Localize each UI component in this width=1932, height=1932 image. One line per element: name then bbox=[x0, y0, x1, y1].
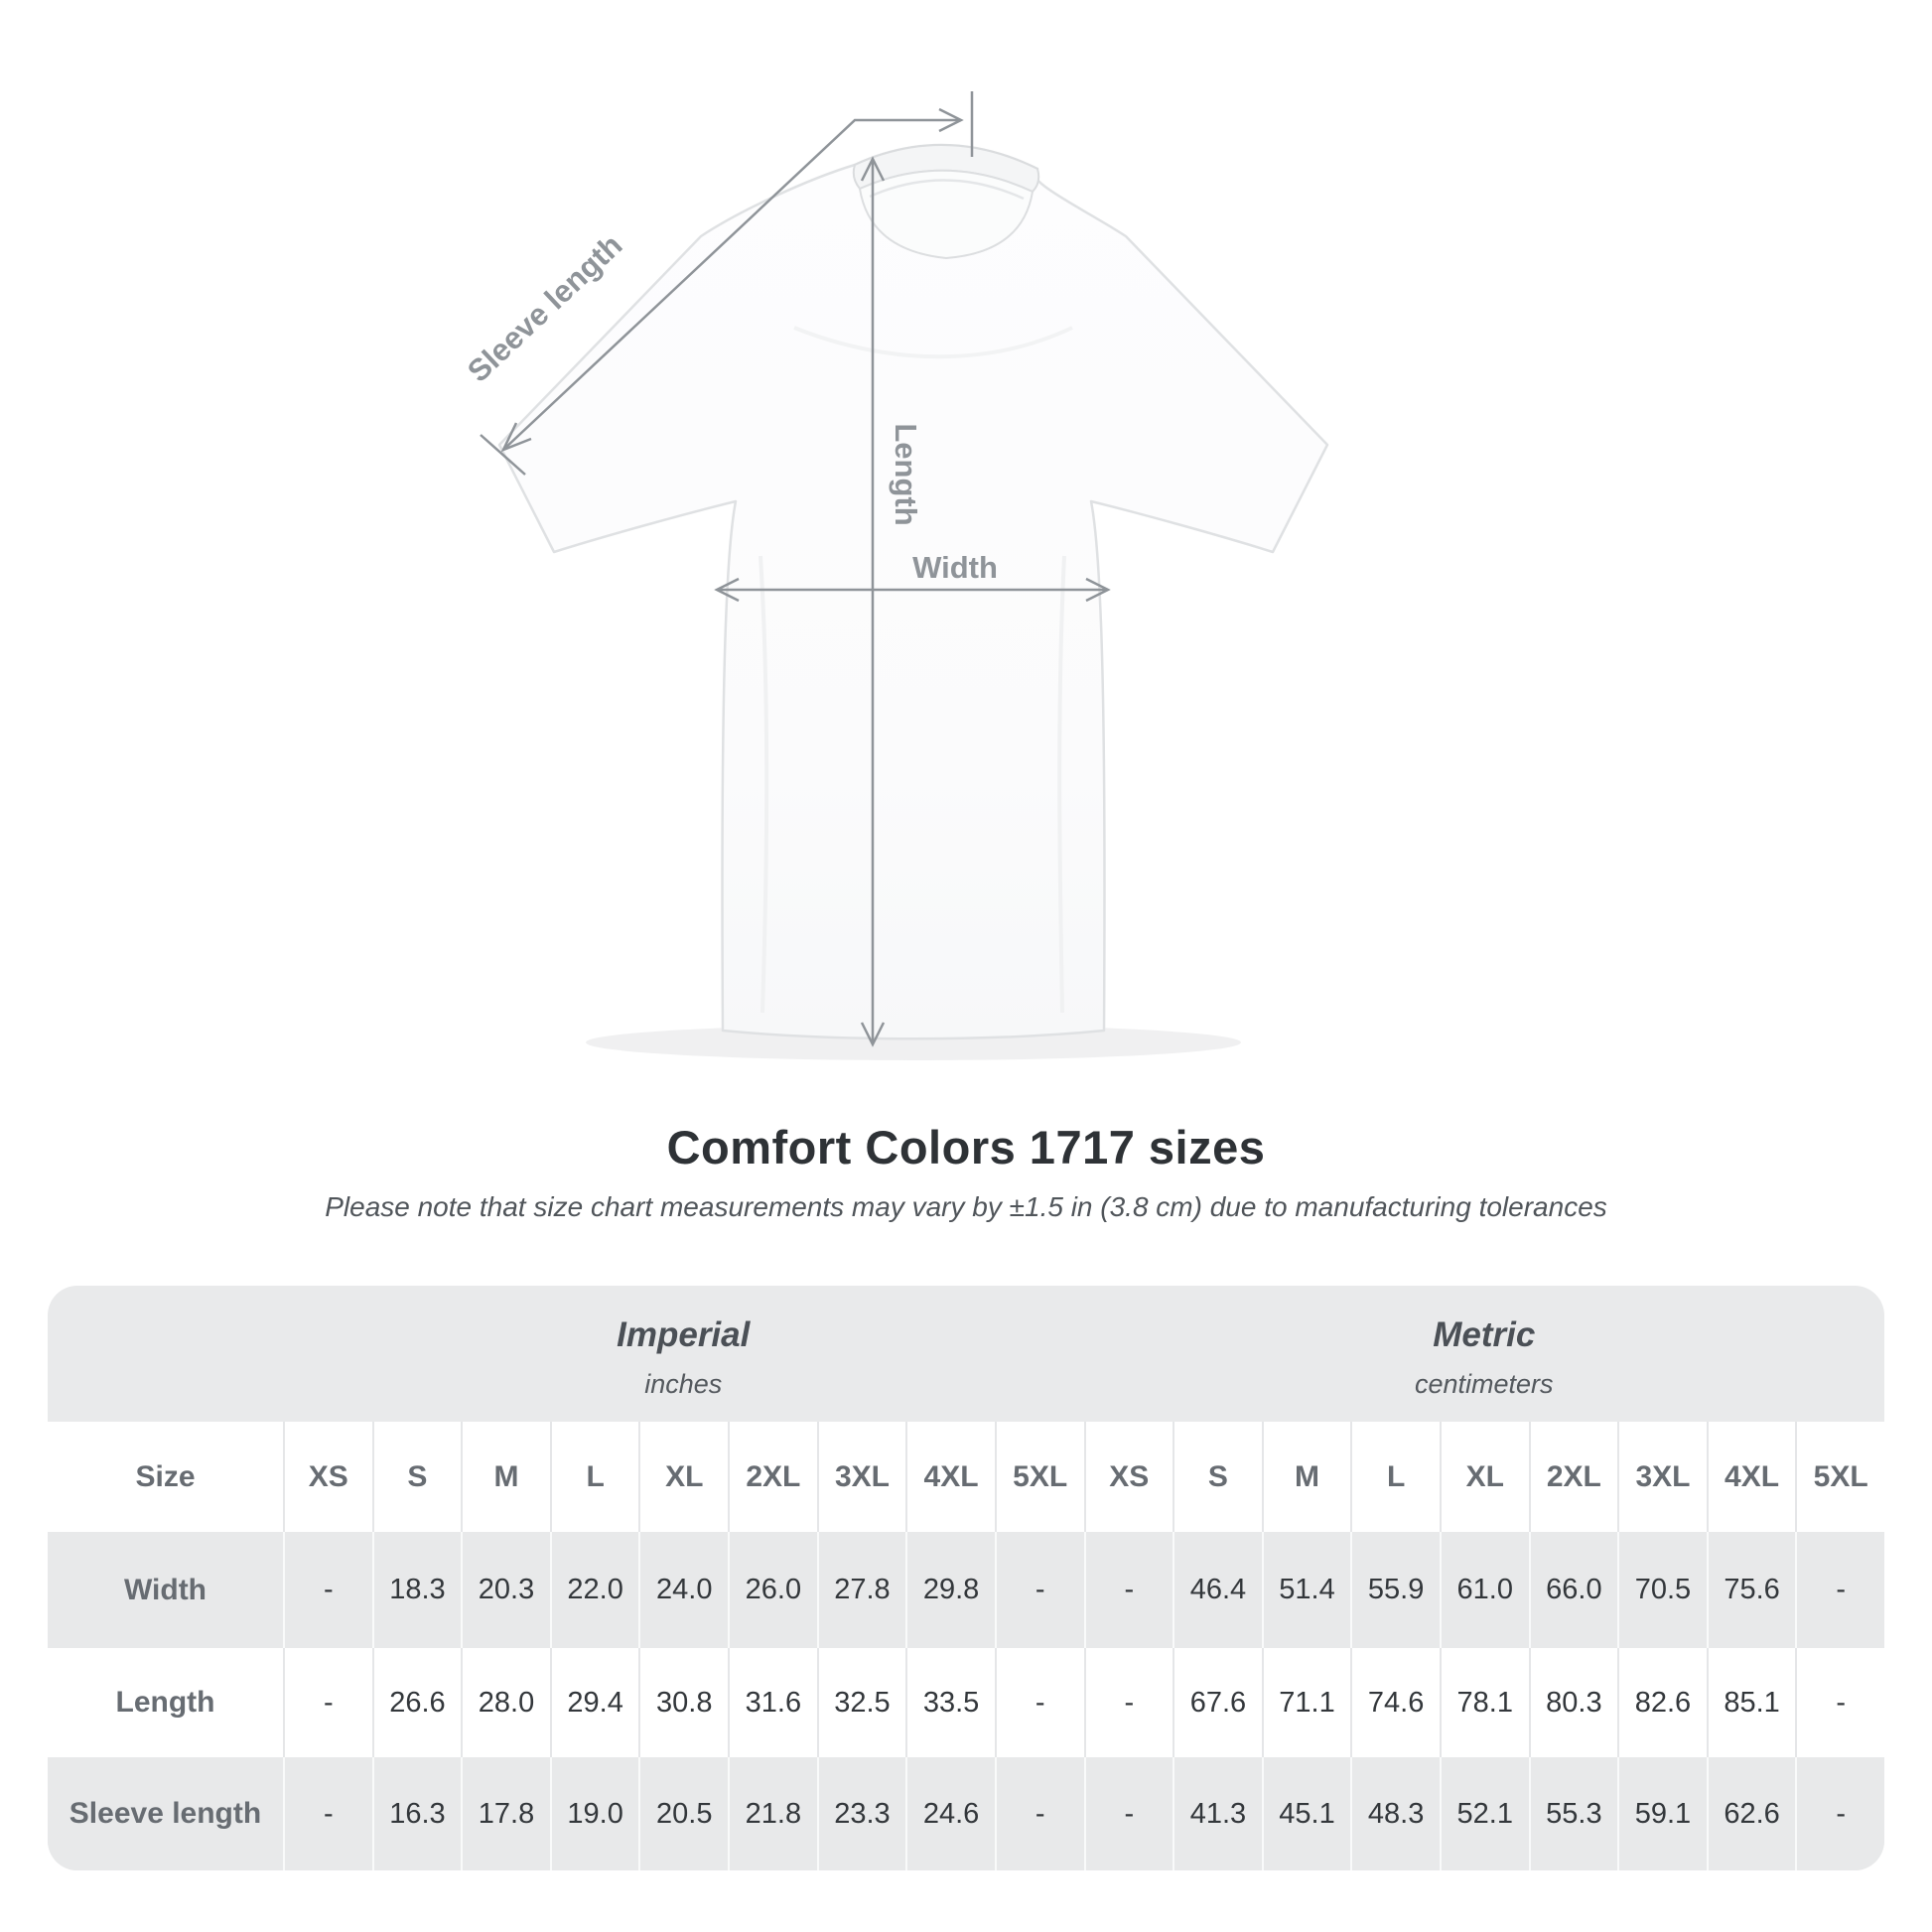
value-imperial: - bbox=[283, 1757, 372, 1870]
value-metric: 74.6 bbox=[1350, 1648, 1440, 1757]
value-imperial: 22.0 bbox=[550, 1532, 639, 1648]
unit-group-label: Metric bbox=[1433, 1315, 1536, 1354]
value-metric: 70.5 bbox=[1617, 1532, 1707, 1648]
value-imperial: - bbox=[283, 1648, 372, 1757]
size-header-imperial-5xl: 5XL bbox=[995, 1422, 1084, 1532]
value-metric: 61.0 bbox=[1440, 1532, 1529, 1648]
unit-group-header-imperial bbox=[283, 1286, 1084, 1422]
size-header-metric-5xl: 5XL bbox=[1795, 1422, 1884, 1532]
page-title: Comfort Colors 1717 sizes bbox=[666, 1121, 1266, 1173]
size-header-metric-xl: XL bbox=[1440, 1422, 1529, 1532]
value-metric: 55.3 bbox=[1529, 1757, 1618, 1870]
value-metric: 66.0 bbox=[1529, 1532, 1618, 1648]
value-metric: 85.1 bbox=[1707, 1648, 1796, 1757]
unit-group-label: Imperial bbox=[617, 1315, 751, 1354]
size-table-panel bbox=[48, 1286, 1884, 1870]
size-header-imperial-2xl: 2XL bbox=[728, 1422, 817, 1532]
value-metric: 45.1 bbox=[1262, 1757, 1351, 1870]
value-metric: 62.6 bbox=[1707, 1757, 1796, 1870]
size-header-imperial-l: L bbox=[550, 1422, 639, 1532]
value-imperial: 26.6 bbox=[372, 1648, 462, 1757]
value-metric: 55.9 bbox=[1350, 1532, 1440, 1648]
value-imperial: 17.8 bbox=[461, 1757, 550, 1870]
value-imperial: 18.3 bbox=[372, 1532, 462, 1648]
table-row bbox=[48, 1422, 1884, 1532]
value-imperial: 24.0 bbox=[638, 1532, 728, 1648]
value-metric: 82.6 bbox=[1617, 1648, 1707, 1757]
unit-group-sublabel: centimeters bbox=[1414, 1369, 1554, 1399]
value-metric: 78.1 bbox=[1440, 1648, 1529, 1757]
value-imperial: 27.8 bbox=[817, 1532, 906, 1648]
value-imperial: 33.5 bbox=[905, 1648, 995, 1757]
value-imperial: 30.8 bbox=[638, 1648, 728, 1757]
size-header-metric-3xl: 3XL bbox=[1617, 1422, 1707, 1532]
value-metric: 46.4 bbox=[1173, 1532, 1262, 1648]
value-imperial: 29.4 bbox=[550, 1648, 639, 1757]
size-header-metric-xs: XS bbox=[1084, 1422, 1173, 1532]
sleeve-length-label: Sleeve length bbox=[461, 227, 629, 389]
size-header-metric-2xl: 2XL bbox=[1529, 1422, 1618, 1532]
size-header-metric-l: L bbox=[1350, 1422, 1440, 1532]
value-imperial: 29.8 bbox=[905, 1532, 995, 1648]
table-row bbox=[48, 1286, 1884, 1422]
value-imperial: 24.6 bbox=[905, 1757, 995, 1870]
value-metric: 41.3 bbox=[1173, 1757, 1262, 1870]
value-metric: 75.6 bbox=[1707, 1532, 1796, 1648]
group-header-spacer bbox=[48, 1286, 283, 1422]
value-imperial: 26.0 bbox=[728, 1532, 817, 1648]
measurement-row-label: Sleeve length bbox=[69, 1797, 262, 1830]
value-metric: - bbox=[1795, 1648, 1884, 1757]
value-metric: - bbox=[1795, 1757, 1884, 1870]
unit-group-sublabel: inches bbox=[644, 1369, 723, 1399]
size-header-metric-4xl: 4XL bbox=[1707, 1422, 1796, 1532]
value-imperial: - bbox=[995, 1757, 1084, 1870]
size-header-imperial-xl: XL bbox=[638, 1422, 728, 1532]
page-subtitle: Please note that size chart measurements may vary by ±1.5 in (3.8 cm) due to manufacturing tolerances bbox=[325, 1191, 1607, 1222]
value-imperial: 23.3 bbox=[817, 1757, 906, 1870]
width-label: Width bbox=[912, 550, 998, 585]
value-imperial: 16.3 bbox=[372, 1757, 462, 1870]
size-header-imperial-4xl: 4XL bbox=[905, 1422, 995, 1532]
size-header-imperial-s: S bbox=[372, 1422, 462, 1532]
value-imperial: 31.6 bbox=[728, 1648, 817, 1757]
value-imperial: 21.8 bbox=[728, 1757, 817, 1870]
value-imperial: 28.0 bbox=[461, 1648, 550, 1757]
size-header-metric-m: M bbox=[1262, 1422, 1351, 1532]
tshirt-body bbox=[499, 145, 1327, 1038]
value-imperial: 32.5 bbox=[817, 1648, 906, 1757]
value-metric: 52.1 bbox=[1440, 1757, 1529, 1870]
value-metric: - bbox=[1084, 1757, 1173, 1870]
table-row bbox=[48, 1757, 1884, 1870]
size-header-metric-s: S bbox=[1173, 1422, 1262, 1532]
unit-group-header-metric bbox=[1084, 1286, 1885, 1422]
value-imperial: 19.0 bbox=[550, 1757, 639, 1870]
length-label: Length bbox=[889, 423, 923, 526]
size-column-header: Size bbox=[135, 1459, 196, 1493]
value-imperial: - bbox=[995, 1648, 1084, 1757]
value-metric: 67.6 bbox=[1173, 1648, 1262, 1757]
value-imperial: 20.3 bbox=[461, 1532, 550, 1648]
value-metric: 59.1 bbox=[1617, 1757, 1707, 1870]
size-header-imperial-3xl: 3XL bbox=[817, 1422, 906, 1532]
value-imperial: 20.5 bbox=[638, 1757, 728, 1870]
value-metric: 48.3 bbox=[1350, 1757, 1440, 1870]
size-header-imperial-m: M bbox=[461, 1422, 550, 1532]
value-metric: 71.1 bbox=[1262, 1648, 1351, 1757]
value-metric: - bbox=[1084, 1532, 1173, 1648]
value-imperial: - bbox=[283, 1532, 372, 1648]
table-row bbox=[48, 1532, 1884, 1648]
value-metric: - bbox=[1795, 1532, 1884, 1648]
size-header-imperial-xs: XS bbox=[283, 1422, 372, 1532]
value-metric: - bbox=[1084, 1648, 1173, 1757]
value-imperial: - bbox=[995, 1532, 1084, 1648]
value-metric: 51.4 bbox=[1262, 1532, 1351, 1648]
table-row bbox=[48, 1648, 1884, 1757]
measurement-row-label: Length bbox=[115, 1686, 215, 1719]
value-metric: 80.3 bbox=[1529, 1648, 1618, 1757]
measurement-row-label: Width bbox=[123, 1573, 207, 1606]
